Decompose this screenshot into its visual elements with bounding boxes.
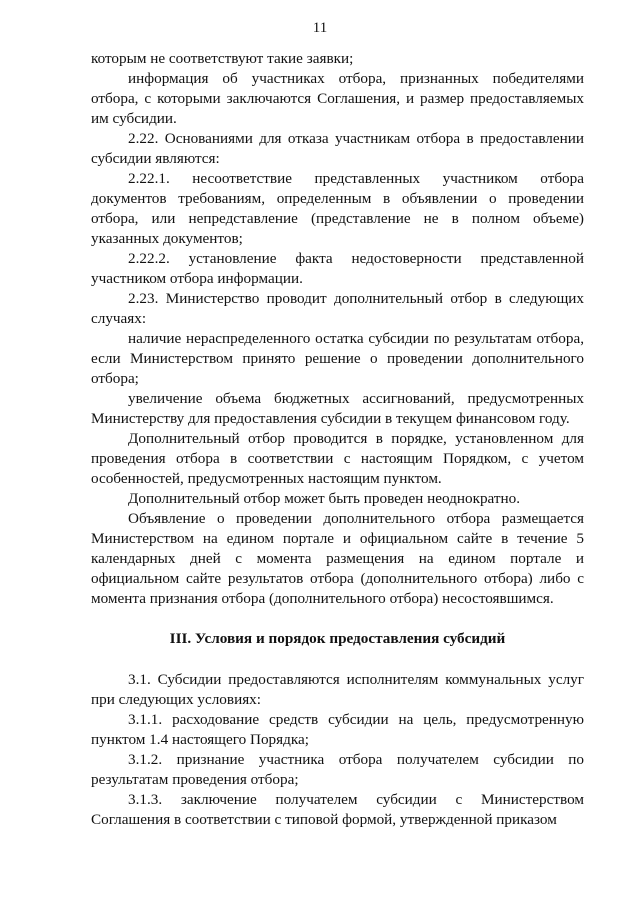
paragraph: Дополнительный отбор может быть проведен неоднократно.: [128, 490, 521, 507]
paragraph: 2.22. Основаниями для отказа участникам отбора в предоставлении субсидии являются:: [91, 130, 584, 167]
page-number: 11: [312, 20, 328, 36]
document-body: [91, 49, 584, 830]
section-title: III. Условия и порядок предоставления субсидий: [169, 630, 506, 647]
paragraph: 2.22.2. установление факта недостоверности представленной участником отбора информации.: [91, 250, 584, 287]
paragraph: 3.1.1. расходование средств субсидии на цель, предусмотренную пунктом 1.4 настоящего Порядка;: [91, 711, 584, 748]
paragraph: 3.1.3. заключение получателем субсидии с Министерством Соглашения в соответствии с типовой формой, утвержденной приказом: [91, 791, 584, 828]
paragraph: которым не соответствуют такие заявки;: [91, 50, 354, 67]
paragraph: Дополнительный отбор проводится в порядке, установленном для проведения отбора в соответствии с настоящим Порядком, с учетом особенностей, предусмотренных настоящим пунктом.: [91, 430, 584, 487]
paragraph: увеличение объема бюджетных ассигнований, предусмотренных Министерству для предоставления субсидии в текущем финансовом году.: [91, 390, 584, 427]
paragraph: 3.1. Субсидии предоставляются исполнителям коммунальных услуг при следующих условиях:: [91, 671, 584, 708]
paragraph: 2.23. Министерство проводит дополнительный отбор в следующих случаях:: [91, 290, 584, 327]
paragraph: Объявление о проведении дополнительного отбора размещается Министерством на едином портале и официальном сайте в течение 5 календарных дней с момента размещения на едином портале и официальном сайте результатов отбора (дополнительного отбора) либо с момента признания отбора (дополнительного отбора) несостоявшимся.: [91, 510, 584, 607]
paragraph: 2.22.1. несоответствие представленных участником отбора документов требованиям, определенным в объявлении о проведении отбора, или непредставление (представление не в полном объеме) указанных документов;: [91, 170, 584, 247]
paragraph: 3.1.2. признание участника отбора получателем субсидии по результатам проведения отбора;: [91, 751, 584, 788]
paragraph: информация об участниках отбора, признанных победителями отбора, с которыми заключаются Соглашения, и размер предоставляемых им субсидии.: [91, 70, 584, 127]
paragraph: наличие нераспределенного остатка субсидии по результатам отбора, если Министерством принято решение о проведении дополнительного отбора;: [91, 330, 584, 387]
